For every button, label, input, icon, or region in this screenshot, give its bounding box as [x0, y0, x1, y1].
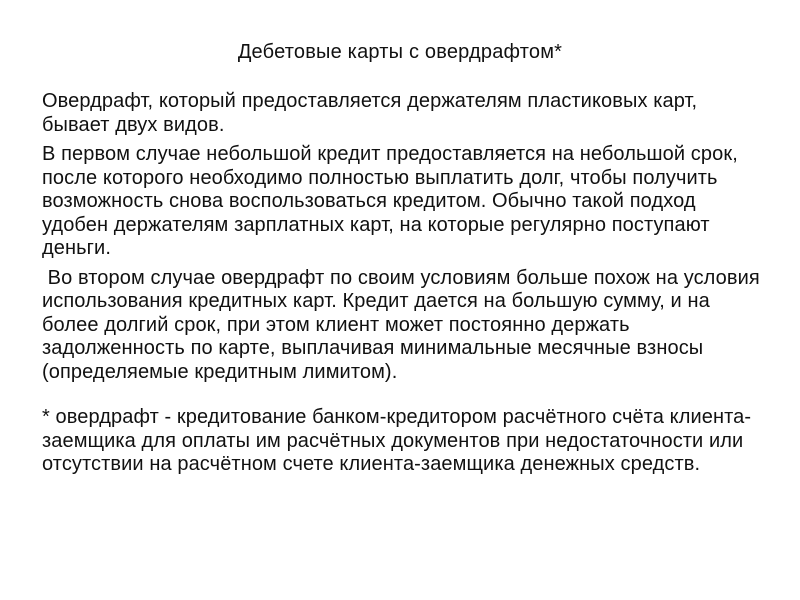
footnote: * овердрафт - кредитование банком-кредитором расчётного счёта клиента-заемщика для оплаты им расчётных документов при недостаточности или отсутствии на расчётном счете клиента-заемщика денежных средств.	[42, 406, 752, 475]
paragraph-first-type: В первом случае небольшой кредит предоставляется на небольшой срок, после которого необходимо полностью выплатить долг, чтобы получить возможность снова воспользоваться кредитом. Обычно такой подход удобен держателям зарплатных карт, на которые регулярно поступают деньги.	[42, 143, 738, 259]
slide-body	[42, 90, 767, 483]
paragraph-intro: Овердрафт, который предоставляется держателям пластиковых карт, бывает двух видов.	[42, 90, 698, 136]
slide-title: Дебетовые карты с овердрафтом*	[237, 41, 563, 63]
paragraph-second-type: Во втором случае овердрафт по своим условиям больше похож на условия использования кредитных карт. Кредит дается на большую сумму, и на более долгий срок, при этом клиент может постоянно держать задолженность по карте, выплачивая минимальные месячные взносы (определяемые кредитным лимитом).	[42, 266, 766, 383]
